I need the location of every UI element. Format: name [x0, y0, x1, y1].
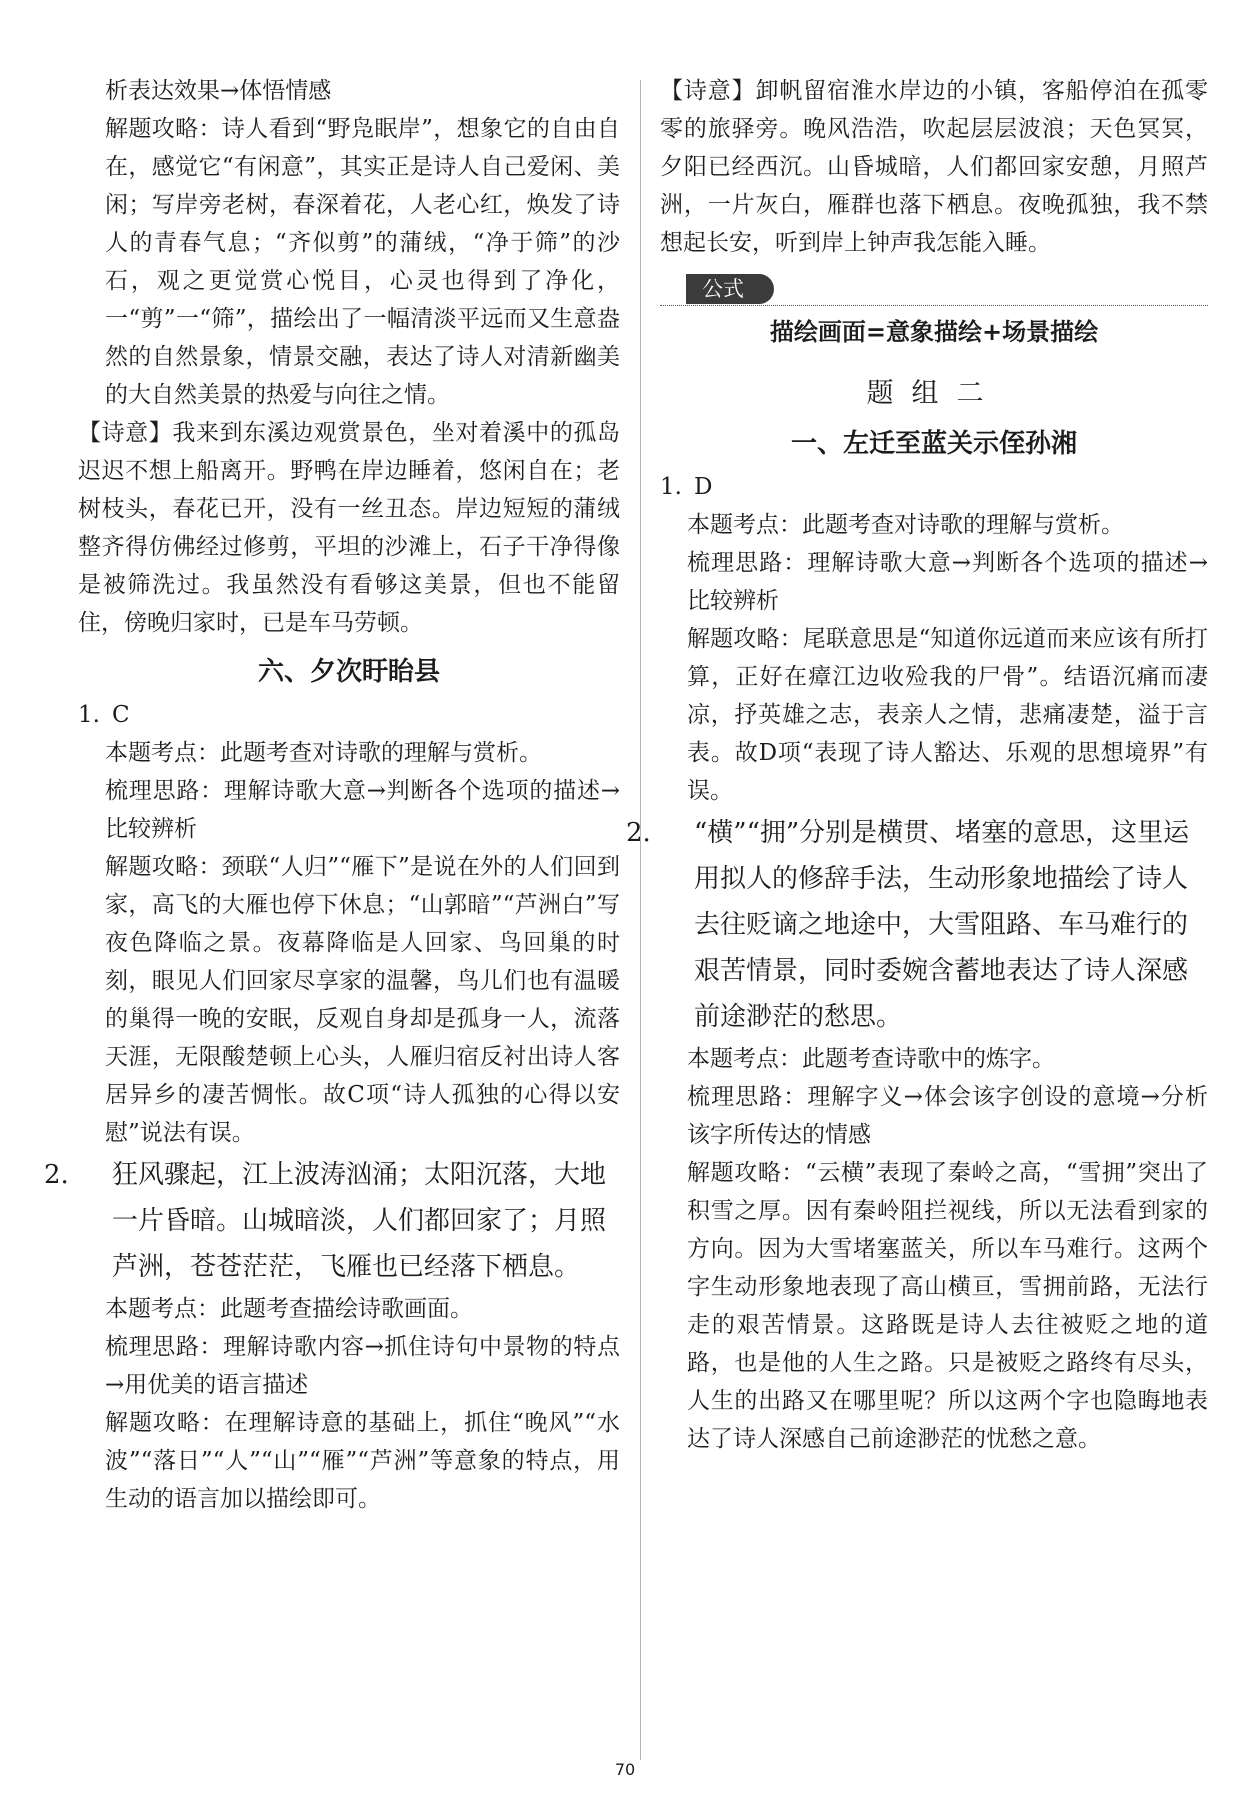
question-number: 1.	[660, 474, 682, 500]
answer-text: 狂风骤起，江上波涛汹涌；太阳沉落，大地一片昏暗。山城暗淡，人们都回家了；月照芦洲，苍苍茫茫，飞雁也已经落下栖息。	[112, 1160, 607, 1282]
answer-text: C	[112, 702, 130, 728]
paragraph: 本题考点：此题考查对诗歌的理解与赏析。	[105, 740, 542, 766]
question-number: 2.	[44, 1160, 69, 1190]
dotted-line	[660, 305, 1208, 306]
question-answer	[78, 696, 620, 734]
paragraph: 本题考点：此题考查对诗歌的理解与赏析。	[687, 512, 1124, 538]
paragraph: 析表达效果→体悟情感	[105, 78, 332, 104]
question-answer	[660, 468, 1208, 506]
paragraph: 本题考点：此题考查诗歌中的炼字。	[687, 1046, 1055, 1072]
answer-text: D	[694, 474, 713, 500]
paragraph: 解题攻略：在理解诗意的基础上，抓住“晚风”“水波”“落日”“人”“山”“雁”“芦洲”等意象的特点，用生动的语言加以描绘即可。	[105, 1410, 620, 1512]
paragraph: 解题攻略：尾联意思是“知道你远道而来应该有所打算，正好在瘴江边收殓我的尸骨”。结语沉痛而凄凉，抒英雄之志，表亲人之情，悲痛凄楚，溢于言表。故D项“表现了诗人豁达、乐观的思想境界”有误。	[687, 626, 1208, 804]
paragraph: 解题攻略：诗人看到“野凫眠岸”，想象它的自由自在，感觉它“有闲意”，其实正是诗人自己爱闲、美闲；写岸旁老树，春深着花，人老心红，焕发了诗人的青春气息；“齐似剪”的蒲绒，“净于筛”的沙石，观之更觉赏心悦目，心灵也得到了净化，一“剪”一“筛”，描绘出了一幅清淡平远而又生意盎然的自然景象，情景交融，表达了诗人对清新幽美的大自然美景的热爱与向往之情。	[105, 116, 620, 408]
group-title: 题组二	[866, 378, 1002, 409]
formula-tag: 公式	[686, 274, 774, 304]
paragraph: 解题攻略：“云横”表现了秦岭之高，“雪拥”突出了积雪之厚。因有秦岭阻拦视线，所以无法看到家的方向。因为大雪堵塞蓝关，所以车马难行。这两个字生动形象地表现了高山横亘，雪拥前路，无法行走的艰苦情景。这路既是诗人去往被贬之地的道路，也是他的人生之路。只是被贬之路终有尽头，人生的出路又在哪里呢？所以这两个字也隐晦地表达了诗人深感自己前途渺茫的忧愁之意。	[687, 1160, 1208, 1452]
paragraph: 梳理思路：理解诗歌大意→判断各个选项的描述→比较辨析	[105, 778, 620, 842]
paragraph: 梳理思路：理解字义→体会该字创设的意境→分析该字所传达的情感	[687, 1084, 1208, 1148]
formula-bar	[660, 272, 1208, 306]
answer-text: “横”“拥”分别是横贯、堵塞的意思，这里运用拟人的修辞手法，生动形象地描绘了诗人去往贬谪之地途中，大雪阻路、车马难行的艰苦情景，同时委婉含蓄地表达了诗人深感前途渺茫的愁思。	[694, 818, 1190, 1032]
poem-meaning: 【诗意】卸帆留宿淮水岸边的小镇，客船停泊在孤零零的旅驿旁。晚风浩浩，吹起层层波浪；天色冥冥，夕阳已经西沉。山昏城暗，人们都回家安憩，月照芦洲，一片灰白，雁群也落下栖息。夜晚孤独，我不禁想起长安，听到岸上钟声我怎能入睡。	[660, 78, 1208, 256]
right-column	[626, 72, 1208, 1458]
page-number: 70	[614, 1760, 636, 1779]
question-answer	[626, 810, 1208, 1040]
paragraph: 本题考点：此题考查描绘诗歌画面。	[105, 1296, 473, 1322]
paragraph: 梳理思路：理解诗歌大意→判断各个选项的描述→比较辨析	[687, 550, 1208, 614]
formula: 描绘画面=意象描绘+场景描绘	[769, 318, 1099, 346]
paragraph: 解题攻略：颈联“人归”“雁下”是说在外的人们回到家，高飞的大雁也停下休息；“山郭暗”“芦洲白”写夜色降临之景。夜幕降临是人回家、鸟回巢的时刻，眼见人们回家尽享家的温馨，鸟儿们也有温暖的巢得一晚的安眠，反观自身却是孤身一人，流落天涯，无限酸楚顿上心头，人雁归宿反衬出诗人客居异乡的凄苦惆怅。故C项“诗人孤独的心得以安慰”说法有误。	[105, 854, 620, 1146]
left-column	[44, 72, 620, 1518]
question-number: 1.	[78, 702, 100, 728]
question-number: 2.	[626, 818, 651, 848]
section-heading: 六、夕次盱眙县	[257, 657, 440, 687]
section-heading: 一、左迁至蓝关示侄孙湘	[790, 429, 1077, 459]
column-divider	[640, 80, 641, 1760]
poem-meaning: 【诗意】我来到东溪边观赏景色，坐对着溪中的孤岛迟迟不想上船离开。野鸭在岸边睡着，悠闲自在；老树枝头，春花已开，没有一丝丑态。岸边短短的蒲绒整齐得仿佛经过修剪，平坦的沙滩上，石子干净得像是被筛洗过。我虽然没有看够这美景，但也不能留住，傍晚归家时，已是车马劳顿。	[78, 420, 620, 636]
paragraph: 梳理思路：理解诗歌内容→抓住诗句中景物的特点→用优美的语言描述	[105, 1334, 620, 1398]
question-answer	[44, 1152, 620, 1290]
